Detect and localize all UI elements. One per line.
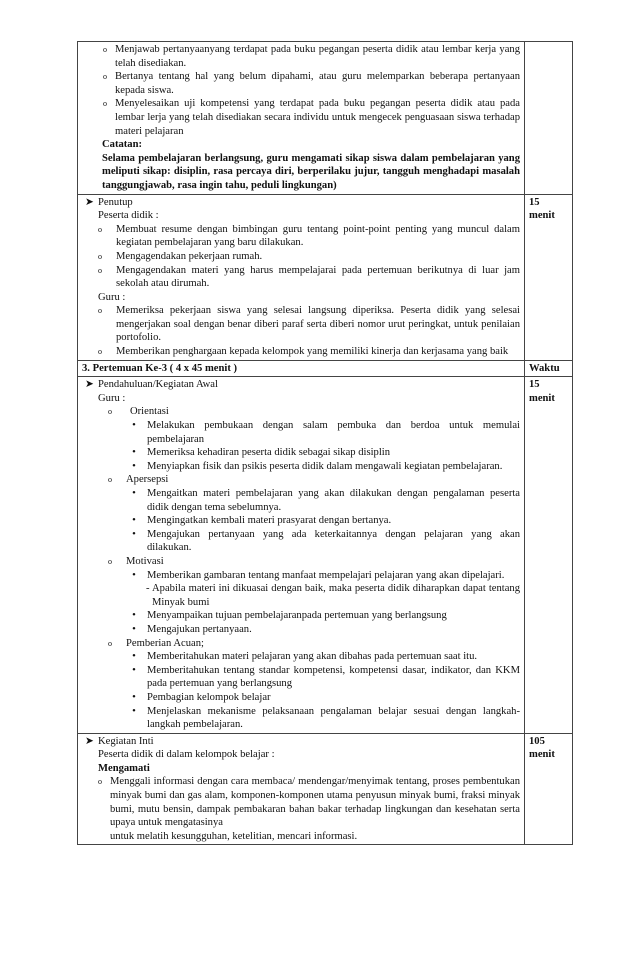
circle-bullet-icon: o	[98, 224, 102, 234]
peserta-label: Peserta didik :	[98, 210, 159, 222]
arrow-bullet-icon: ➤	[85, 196, 94, 208]
circle-bullet-icon: o	[108, 475, 112, 485]
bullet-icon: •	[132, 651, 136, 663]
apersepsi-label: Apersepsi	[126, 474, 169, 486]
bullet-icon: •	[132, 515, 136, 527]
circle-bullet-icon: o	[103, 45, 107, 54]
circle-bullet-icon: o	[98, 777, 102, 787]
bullet-icon: •	[132, 460, 136, 472]
list-item: • Melakukan pembukaan dengan salam pembuka dan berdoa untuk memulai pembelajaran	[82, 419, 520, 446]
pendahuluan-cell	[78, 377, 525, 733]
penutup-cell	[78, 194, 525, 360]
time-cell	[525, 42, 573, 195]
guru-label: Guru :	[98, 392, 126, 404]
list-item: o Membuat resume dengan bimbingan guru tentang point-point penting yang muncul dalam kegiatan pembelajaran yang baru dilakukan.	[98, 223, 520, 249]
list-item: • Mengaitkan materi pembelajaran yang akan dilakukan dengan pengalaman peserta didik dengan tema sebelumnya.	[82, 487, 520, 514]
bullet-icon: •	[132, 569, 136, 581]
list-item: • Menyiapkan fisik dan psikis peserta didik dalam mengawali kegiatan pembelajaran.	[82, 460, 520, 474]
list-item: o Menyelesaikan uji kompetensi yang terdapat pada buku pegangan peserta didik atau pada lembar lerja yang telah disediakan secara individu untuk mengecek penguasaan siswa terhadap materi pelajaran	[103, 98, 520, 137]
bullet-icon: •	[132, 705, 136, 717]
penutup-title: Penutup	[98, 196, 133, 208]
catatan-text: Selama pembelajaran berlangsung, guru mengamati sikap siswa dalam pembelajaran yang meliputi sikap: disiplin, rasa percaya diri, berperilaku jujur, tangguh menghadapi masalah tanggungjawab, rasa ingin tahu, peduli lingkungan)	[102, 152, 520, 191]
list-item: o Menggali informasi dengan cara membaca/ mendengar/menyimak tentang, proses pembentukan minyak bumi dan gas alam, komponen-komponen utama penyusun minyak bumi, fraksi minyak bumi, mutu bensin, dampak pembakaran bahan bakar terhadap lingkungan dan kesehatan serta upaya untuk mengatasinya	[98, 776, 520, 829]
list-item: • Memberitahukan tentang standar kompetensi, kompetensi dasar, indikator, dan KKM pada pertemuan yang berlangsung	[82, 664, 520, 691]
orientasi-label: Orientasi	[130, 406, 169, 418]
pendahuluan-time: 15 menit	[525, 377, 573, 733]
bullet-icon: •	[132, 420, 136, 432]
pertemuan-title: 3. Pertemuan Ke-3 ( 4 x 45 menit )	[78, 360, 525, 377]
list-item: • Mengingatkan kembali materi prasyarat dengan bertanya.	[82, 514, 520, 528]
list-item: o Memeriksa pekerjaan siswa yang selesai langsung diperiksa. Peserta didik yang selesai mengerjakan soal dengan benar diberi paraf serta diberi nomor urut peringkat, untuk penilaian portofolio.	[98, 305, 520, 344]
list-item: • Menyampaikan tujuan pembelajaranpada pertemuan yang berlangsung	[82, 609, 520, 623]
bullet-icon: •	[132, 623, 136, 635]
circle-bullet-icon: o	[98, 265, 102, 275]
inti-cell	[78, 733, 525, 845]
arrow-bullet-icon: ➤	[85, 735, 94, 747]
inti-time: 105 menit	[525, 733, 573, 845]
catatan-label: Catatan:	[102, 139, 143, 151]
waktu-header: Waktu	[525, 360, 573, 377]
circle-bullet-icon: o	[108, 638, 112, 648]
continuation-cell	[78, 42, 525, 195]
inti-title: Kegiatan Inti	[98, 735, 154, 747]
circle-bullet-icon: o	[98, 306, 102, 316]
circle-bullet-icon: o	[98, 251, 102, 261]
list-item: o Bertanya tentang hal yang belum dipahami, atau guru melemparkan beberapa pertanyaan kepada siswa.	[103, 71, 520, 96]
inti-peserta-label: Peserta didik di dalam kelompok belajar :	[98, 749, 275, 761]
motivasi-dash-item: - Apabila materi ini dikuasai dengan baik, maka peserta didik diharapkan dapat tentang Minyak bumi	[146, 583, 520, 608]
circle-bullet-icon: o	[103, 99, 107, 109]
list-item: o Mengagendakan pekerjaan rumah.	[98, 250, 263, 262]
list-item: • Pembagian kelompok belajar	[82, 691, 520, 705]
circle-bullet-icon: o	[108, 407, 112, 417]
pendahuluan-title: Pendahuluan/Kegiatan Awal	[98, 379, 218, 391]
pertemuan-header-row	[78, 360, 573, 377]
list-item: o Mengagendakan materi yang harus mempelajarai pada pertemuan berikutnya di luar jam sekolah atau dirumah.	[98, 264, 520, 290]
list-item: • Memberitahukan materi pelajaran yang akan dibahas pada pertemuan saat itu.	[82, 650, 520, 664]
acuan-label: Pemberian Acuan;	[126, 637, 204, 649]
motivasi-label: Motivasi	[126, 555, 164, 567]
bullet-icon: •	[132, 691, 136, 703]
bullet-icon: •	[132, 528, 136, 540]
mengamati-label: Mengamati	[98, 762, 150, 774]
circle-bullet-icon: o	[103, 72, 107, 82]
inti-closing: untuk melatih kesungguhan, ketelitian, mencari informasi.	[110, 830, 358, 842]
bullet-icon: •	[132, 447, 136, 459]
bullet-icon: •	[132, 488, 136, 499]
guru-label: Guru :	[98, 291, 126, 303]
inti-row	[78, 733, 573, 845]
list-item: • Mengajukan pertanyaan yang ada keterkaitannya dengan pelajaran yang akan dilakukan.	[82, 528, 520, 555]
bullet-icon: •	[132, 610, 136, 622]
list-item: • Menjelaskan mekanisme pelaksanaan pengalaman belajar sesuai dengan langkah-langkah pembelajaran.	[82, 705, 520, 732]
list-item: • Memeriksa kehadiran peserta didik sebagai sikap disiplin	[82, 446, 520, 460]
list-item: o Menjawab pertanyaanyang terdapat pada buku pegangan peserta didik atau lembar kerja yang telah disediakan.	[103, 44, 520, 69]
circle-bullet-icon: o	[108, 556, 112, 566]
bullet-icon: •	[132, 664, 136, 676]
penutup-row	[78, 194, 573, 360]
list-item: o Memberikan penghargaan kepada kelompok yang memiliki kinerja dan kerjasama yang baik	[98, 346, 509, 358]
arrow-bullet-icon: ➤	[85, 379, 94, 391]
list-item: • Memberikan gambaran tentang manfaat mempelajari pelajaran yang akan dipelajari.	[82, 569, 520, 583]
pendahuluan-row	[78, 377, 573, 733]
circle-bullet-icon: o	[98, 347, 102, 357]
penutup-time: 15 menit	[525, 194, 573, 360]
lesson-plan-table	[77, 41, 573, 845]
list-item: • Mengajukan pertanyaan.	[82, 623, 520, 637]
continuation-row	[78, 42, 573, 195]
